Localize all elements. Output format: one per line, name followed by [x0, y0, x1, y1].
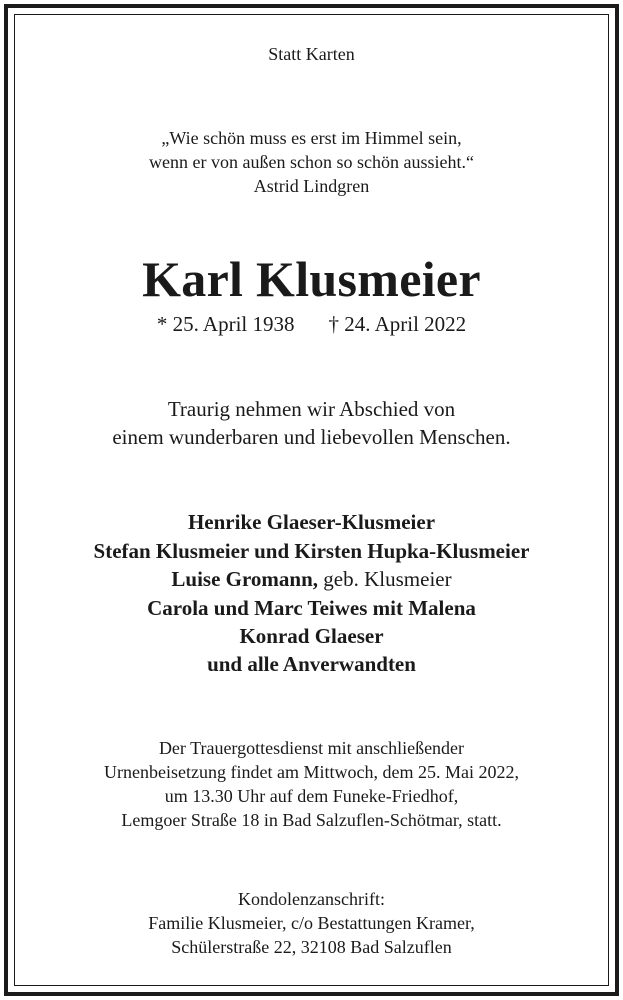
- service-line-2: Urnenbeisetzung findet am Mittwoch, dem 25. Mai 2022,: [104, 762, 519, 782]
- service-line-3: um 13.30 Uhr auf dem Funeke-Friedhof,: [164, 786, 459, 806]
- mourner-line-1: Henrike Glaeser-Klusmeier: [187, 510, 436, 534]
- mourner-birth-name: geb. Klusmeier: [318, 567, 452, 591]
- quote-author: Astrid Lindgren: [253, 176, 370, 196]
- quote-line-1: „Wie schön muss es erst im Himmel sein,: [161, 128, 462, 148]
- mourner-name: Luise Gromann,: [171, 567, 319, 591]
- header-text: Statt Karten: [268, 44, 355, 64]
- service-line-1: Der Trauergottesdienst mit anschließender: [158, 738, 465, 758]
- quote-line-2: wenn er von außen schon so schön aussieht.“: [149, 152, 474, 172]
- mourner-line-5: Konrad Glaeser: [239, 624, 384, 648]
- service-line-4: Lemgoer Straße 18 in Bad Salzuflen-Schötmar, statt.: [121, 810, 502, 830]
- message-line-2: einem wunderbaren und liebevollen Menschen.: [112, 425, 511, 449]
- condolence-title: Kondolenzanschrift:: [238, 889, 385, 909]
- deceased-name: Karl Klusmeier: [142, 251, 481, 307]
- birth-date: * 25. April 1938: [156, 312, 295, 336]
- condolence-line-1: Familie Klusmeier, c/o Bestattungen Kramer,: [148, 913, 475, 933]
- message-line-1: Traurig nehmen wir Abschied von: [167, 397, 456, 421]
- death-date: † 24. April 2022: [328, 312, 467, 336]
- life-dates: [0, 311, 623, 337]
- mourner-line-4: Carola und Marc Teiwes mit Malena: [147, 596, 476, 620]
- mourner-line-3: [0, 566, 623, 592]
- mourner-line-6: und alle Anverwandten: [207, 652, 416, 676]
- mourner-line-2: Stefan Klusmeier und Kirsten Hupka-Klusmeier: [93, 539, 530, 563]
- condolence-line-2: Schülerstraße 22, 32108 Bad Salzuflen: [171, 937, 452, 957]
